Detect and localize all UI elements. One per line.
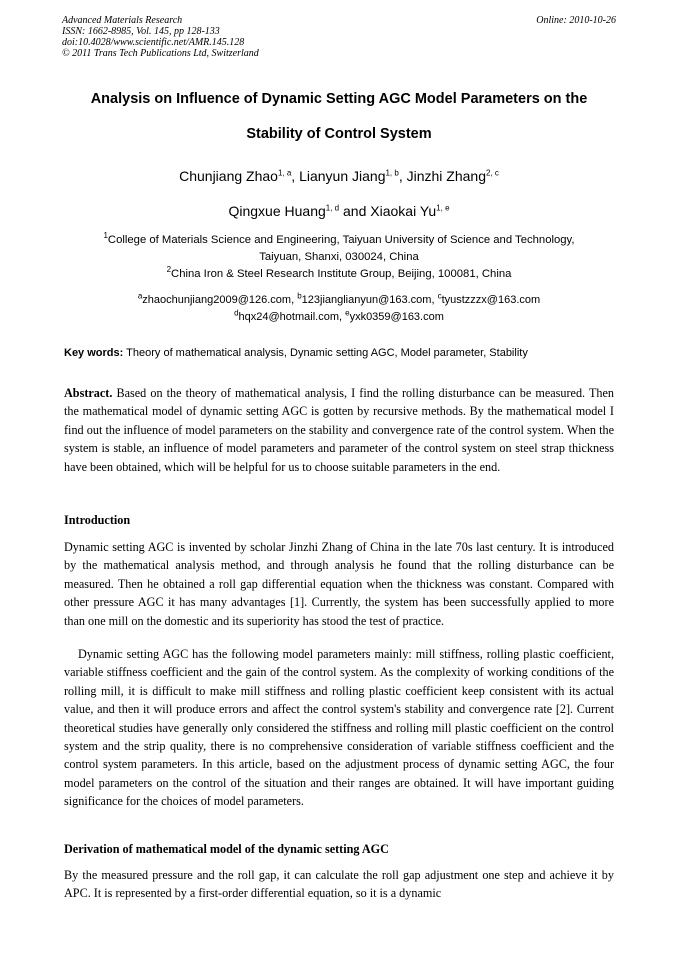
affiliation-2 (40, 266, 638, 283)
online-date: Online: 2010-10-26 (536, 15, 616, 26)
affiliation-text: College of Materials Science and Engineering, Taiyuan University of Science and Technology, (107, 234, 575, 246)
running-header (62, 15, 616, 59)
copyright-line: © 2011 Trans Tech Publications Ltd, Switzerland (62, 48, 259, 59)
paper-title-line2: Stability of Control System (246, 126, 432, 142)
email-sup: b (297, 291, 302, 301)
intro-paragraph-2: Dynamic setting AGC has the following model parameters mainly: mill stiffness, rolling plastic coefficient, variable stiffness coefficient and the gain of the control system. As the complexity of working conditions of the rolling mill, it is difficult to make mill stiffness and rolling plastic coefficient keep consistent with its actual value, and then it will produce errors and affect the control system's stability and convergence rate [2]. Current theoretical studies have generally only considered the stiffness and rolling mill plastic coefficient on the control system and the strip quality, there is no comprehensive consideration of variable stiffness coefficient and the control system parameters. In this article, based on the adjustment process of dynamic setting AGC, the four model parameters on the control of the situation and their ranges are obtained. It will have important guiding significance for the choices of model parameters. (64, 647, 614, 809)
author-name: Qingxue Huang (228, 203, 326, 219)
affiliation-1 (40, 232, 638, 266)
affiliation-text: Taiyuan, Shanxi, 030024, China (259, 251, 419, 263)
doi-line: doi:10.4028/www.scientific.net/AMR.145.128 (62, 37, 245, 48)
author-list-line2: Qingxue Huang$^{1, d}$ and Xiaokai Yu$^{1, e}$ (228, 203, 450, 219)
email-address[interactable]: yxk0359@163.com (349, 311, 444, 323)
intro-paragraph-1: Dynamic setting AGC is invented by scholar Jinzhi Zhang of China in the late 70s last century. It is introduced by the mathematical analysis method, and through analysis he found that the rolling disturbance can be measured. Then he obtained a roll gap differential equation when the thickness was constant. Compared with other pressure AGC it has many advantages [1]. Currently, the system has been successfully applied to more than one mill on the domestic and its superiority has stood the test of practice. (64, 540, 614, 628)
issn-line: ISSN: 1662-8985, Vol. 145, pp 128-133 (62, 26, 220, 37)
author-list-line1: Chunjiang Zhao$^{1, a}$, Lianyun Jiang$^{1, b}$, Jinzhi Zhang$^{2, c}$ (179, 168, 499, 184)
paper-title-line1: Analysis on Influence of Dynamic Setting AGC Model Parameters on the (90, 91, 588, 107)
author-sup: 1, b (385, 168, 399, 178)
author-name: Jinzhi Zhang (406, 168, 486, 184)
email-address[interactable]: hqx24@hotmail.com (238, 311, 339, 323)
email-sup: e (345, 308, 350, 318)
email-list: $^a$zhaochunjiang2009@126.com, $^b$123jianglianyun@163.com, $^c$tyustzzzx@163.com $^d$hqx24@hotmail.com, $^e$yxk0359@163.com (137, 291, 541, 323)
email-address[interactable]: 123jianglianyun@163.com (301, 294, 432, 306)
affiliation-text: China Iron & Steel Research Institute Group, Beijing, 100081, China (171, 268, 512, 280)
email-sup: d (234, 308, 239, 318)
email-sup: c (437, 291, 442, 301)
author-name: Xiaokai Yu (370, 203, 437, 219)
keywords (64, 347, 614, 359)
keywords-text: Theory of mathematical analysis, Dynamic setting AGC, Model parameter, Stability (126, 347, 528, 359)
derivation-paragraph-1: By the measured pressure and the roll gap, it can calculate the roll gap adjustment one step and achieve it by APC. It is represented by a first-order differential equation, so it is a dynamic (64, 868, 614, 901)
email-address[interactable]: zhaochunjiang2009@126.com (142, 294, 292, 306)
email-sup: a (137, 291, 143, 301)
author-sup: 1, a (277, 168, 292, 178)
email-address[interactable]: tyustzzzx@163.com (441, 294, 541, 306)
affiliation-sup: 1 (103, 231, 108, 241)
author-name: Lianyun Jiang (299, 168, 386, 184)
section-heading-derivation: Derivation of mathematical model of the dynamic setting AGC (64, 842, 389, 856)
journal-name: Advanced Materials Research (62, 15, 183, 26)
abstract-text: Based on the theory of mathematical analysis, I find the rolling disturbance can be measured. Then the mathematical model of dynamic setting AGC is gotten by recursive methods. By the mathematical model I find out the influence of model parameters on the stability and convergence rate of the control system. When the system is stable, an influence of model parameters and parameter of the control system on steel strap thickness have been obtained, which will be helpful for us to choose suitable parameters in the end. (64, 386, 614, 474)
affiliation-sup: 2 (166, 265, 172, 275)
author-name: Chunjiang Zhao (179, 168, 278, 184)
author-sup: 2, c (486, 168, 499, 178)
author-sup: 1, d (325, 203, 340, 213)
section-heading-introduction: Introduction (64, 513, 131, 527)
keywords-label: Key words: (64, 347, 124, 359)
abstract (64, 384, 614, 476)
abstract-label: Abstract. (64, 386, 113, 400)
author-sup: 1, e (436, 203, 450, 213)
